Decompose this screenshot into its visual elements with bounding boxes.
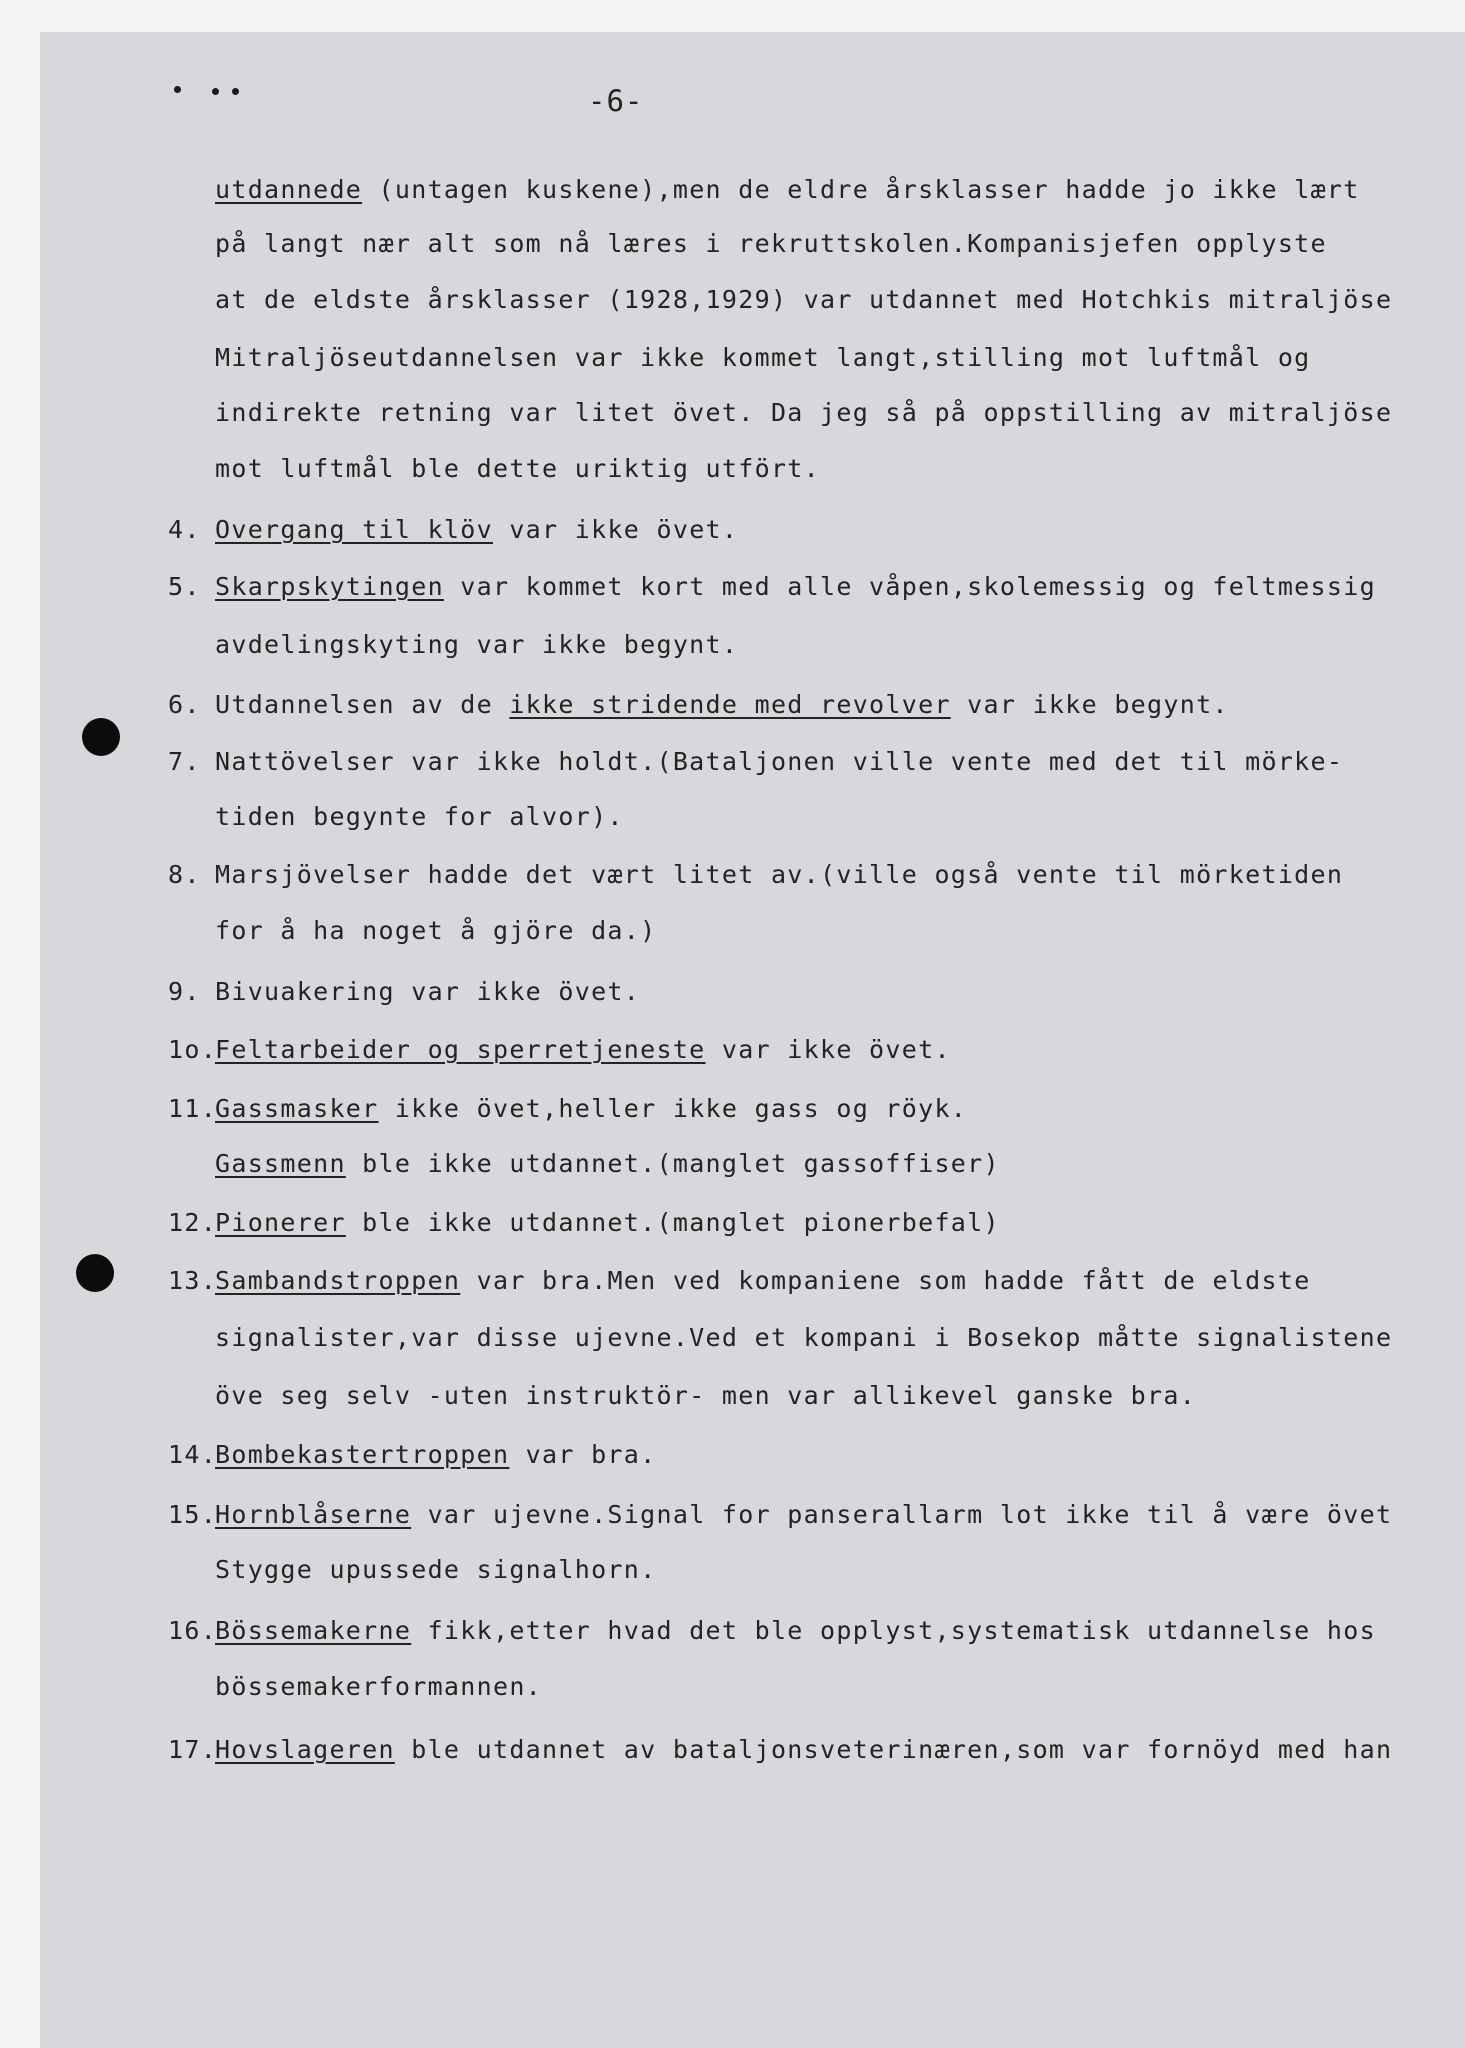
item-number: 5.	[168, 572, 201, 601]
text-segment: ble ikke utdannet.(manglet gassoffiser)	[345, 1149, 1000, 1178]
underlined-text: Sambandstroppen	[215, 1266, 461, 1295]
item-number: 13.	[168, 1266, 218, 1295]
underlined-text: Bössemakerne	[215, 1616, 412, 1645]
text-line	[215, 916, 656, 946]
text-segment: Utdannelsen av de	[215, 690, 510, 719]
text-line	[168, 1616, 1376, 1646]
dot-mark	[212, 88, 219, 95]
item-number: 9.	[168, 977, 201, 1006]
punch-hole	[76, 1254, 114, 1292]
text-segment: signalister,var disse ujevne.Ved et kompani i Bosekop måtte signalistene	[215, 1323, 1393, 1352]
underlined-text: Hornblåserne	[215, 1500, 412, 1529]
item-number: 16.	[168, 1616, 218, 1645]
underlined-text: Feltarbeider og sperretjeneste	[215, 1035, 706, 1064]
text-line	[215, 630, 738, 660]
underlined-text: Skarpskytingen	[215, 572, 444, 601]
text-segment: Mitraljöseutdannelsen var ikke kommet langt,stilling mot luftmål og	[215, 343, 1311, 372]
text-segment: (untagen kuskene),men de eldre årsklasser hadde jo ikke lært	[362, 175, 1360, 204]
text-segment: mot luftmål ble dette uriktig utfört.	[215, 454, 820, 483]
text-segment: bössemakerformannen.	[215, 1672, 543, 1701]
item-number: 4.	[168, 515, 201, 544]
underlined-text: Gassmenn	[215, 1149, 346, 1178]
text-segment: ikke övet,heller ikke gass og röyk.	[378, 1094, 968, 1123]
text-line	[215, 1555, 656, 1585]
text-line	[215, 229, 1327, 259]
item-number: 7.	[168, 747, 201, 776]
text-line	[168, 1440, 657, 1470]
text-segment: på langt nær alt som nå læres i rekruttskolen.Kompanisjefen opplyste	[215, 229, 1327, 258]
text-segment: Stygge upussede signalhorn.	[215, 1555, 657, 1584]
item-number: 11.	[168, 1094, 218, 1123]
text-segment: for å ha noget å gjöre da.)	[215, 916, 657, 945]
text-segment: Marsjövelser hadde det vært litet av.(ville også vente til mörketiden	[215, 860, 1344, 889]
text-segment: var ikke övet.	[705, 1035, 951, 1064]
text-segment: ble ikke utdannet.(manglet pionerbefal)	[345, 1208, 1000, 1237]
dot-mark	[232, 88, 239, 95]
text-line	[168, 690, 1229, 720]
text-line	[215, 1323, 1392, 1353]
underlined-text: Pionerer	[215, 1208, 346, 1237]
text-line	[168, 860, 1343, 890]
underlined-text: Overgang til klöv	[215, 515, 493, 544]
dot-mark	[174, 86, 181, 93]
text-segment: Nattövelser var ikke holdt.(Bataljonen ville vente med det til mörke-	[215, 747, 1344, 776]
item-number: 14.	[168, 1440, 218, 1469]
text-line	[215, 1381, 1196, 1411]
document-page	[40, 32, 1465, 2048]
text-segment: indirekte retning var litet övet. Da jeg så på oppstilling av mitraljöse	[215, 398, 1393, 427]
text-line	[168, 515, 738, 545]
item-number: 17.	[168, 1735, 218, 1764]
text-segment: tiden begynte for alvor).	[215, 802, 624, 831]
item-number: 1o.	[168, 1035, 218, 1064]
text-segment: var kommet kort med alle våpen,skolemessig og feltmessig	[443, 572, 1376, 601]
text-segment: var bra.Men ved kompaniene som hadde fått de eldste	[460, 1266, 1311, 1295]
text-line	[168, 572, 1376, 602]
text-segment: var ikke begynt.	[950, 690, 1229, 719]
item-number: 12.	[168, 1208, 218, 1237]
underlined-text: utdannede	[215, 175, 363, 204]
text-line	[168, 1094, 967, 1124]
text-line	[215, 175, 1360, 205]
text-line	[215, 285, 1392, 315]
text-line	[168, 1035, 951, 1065]
text-line	[215, 398, 1392, 428]
punch-hole	[82, 718, 120, 756]
text-line	[168, 1735, 1392, 1765]
underlined-text: Bombekastertroppen	[215, 1440, 510, 1469]
underlined-text: ikke stridende med revolver	[509, 690, 951, 719]
text-segment: at de eldste årsklasser (1928,1929) var utdannet med Hotchkis mitraljöse	[215, 285, 1393, 314]
text-segment: var ujevne.Signal for panserallarm lot ikke til å være övet	[411, 1500, 1393, 1529]
text-segment: öve seg selv -uten instruktör- men var allikevel ganske bra.	[215, 1381, 1197, 1410]
text-line	[168, 1266, 1311, 1296]
text-line	[215, 343, 1311, 373]
text-segment: var ikke övet.	[492, 515, 739, 544]
text-line	[215, 1149, 1000, 1179]
item-number: 15.	[168, 1500, 218, 1529]
item-number: 6.	[168, 690, 201, 719]
text-line	[168, 977, 640, 1007]
text-line	[215, 1672, 542, 1702]
text-segment: avdelingskyting var ikke begynt.	[215, 630, 739, 659]
item-number: 8.	[168, 860, 201, 889]
text-line	[168, 1500, 1392, 1530]
text-line	[215, 454, 820, 484]
underlined-text: Hovslageren	[215, 1735, 395, 1764]
underlined-text: Gassmasker	[215, 1094, 379, 1123]
text-line	[168, 747, 1343, 777]
text-segment: Bivuakering var ikke övet.	[215, 977, 641, 1006]
text-segment: var bra.	[509, 1440, 657, 1469]
text-line	[215, 802, 624, 832]
text-line	[168, 1208, 1000, 1238]
page-number: -6-	[588, 84, 644, 118]
text-segment: fikk,etter hvad det ble opplyst,systematisk utdannelse hos	[411, 1616, 1376, 1645]
text-segment: ble utdannet av bataljonsveterinæren,som var fornöyd med han	[394, 1735, 1393, 1764]
